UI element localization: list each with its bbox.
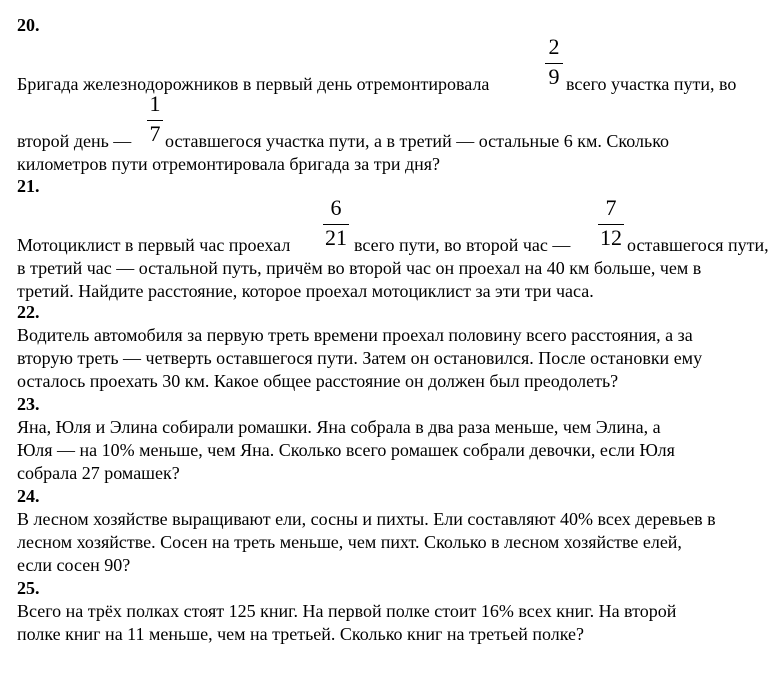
fraction-denominator: 12: [600, 225, 622, 250]
problem-20-text-line-2b: оставшегося участка пути, а в третий — остальные 6 км. Сколько: [165, 131, 670, 151]
problem-number-23: 23.: [17, 394, 40, 414]
fraction-denominator: 9: [548, 64, 560, 89]
problem-21-text-line-2: в третий час — остальной путь, причём во второй час он проехал на 40 км больше, чем в: [17, 258, 702, 278]
fraction-7-12: [598, 197, 624, 251]
problem-24-text-line-1: В лесном хозяйстве выращивают ели, сосны и пихты. Ели составляют 40% всех деревьев в: [17, 509, 716, 529]
problem-number-20: 20.: [17, 15, 40, 35]
problem-23-text-line-2: Юля — на 10% меньше, чем Яна. Сколько всего ромашек собрали девочки, если Юля: [17, 440, 675, 460]
problem-22-text-line-3: осталось проехать 30 км. Какое общее расстояние он должен был преодолеть?: [17, 371, 619, 391]
fraction-numerator: 7: [605, 195, 617, 220]
fraction-numerator: 6: [330, 195, 342, 220]
fraction-numerator: 1: [149, 91, 161, 116]
problem-24-text-line-2: лесном хозяйстве. Сосен на треть меньше, чем пихт. Сколько в лесном хозяйстве елей,: [17, 532, 682, 552]
problem-23-text-line-3: собрала 27 ромашек?: [17, 463, 180, 483]
problem-number-21: 21.: [17, 176, 40, 196]
problem-25-text-line-1: Всего на трёх полках стоят 125 книг. На первой полке стоит 16% всех книг. На второй: [17, 601, 677, 621]
problem-number-22: 22.: [17, 302, 40, 322]
problem-22-text-line-1: Водитель автомобиля за первую треть времени проехал половину всего расстояния, а за: [17, 325, 693, 345]
problem-22-text-line-2: вторую треть — четверть оставшегося пути. Затем он остановился. После остановки ему: [17, 348, 703, 368]
fraction-6-21: [323, 197, 349, 251]
problem-number-24: 24.: [17, 486, 40, 506]
problem-21-text-line-1b: всего пути, во второй час —: [354, 235, 571, 255]
problem-25-text-line-2: полке книг на 11 меньше, чем на третьей. Сколько книг на третьей полке?: [17, 624, 584, 644]
fraction-denominator: 7: [149, 121, 161, 146]
problem-23-text-line-1: Яна, Юля и Элина собирали ромашки. Яна собрала в два раза меньше, чем Элина, а: [17, 417, 661, 437]
fraction-1-7: [147, 93, 163, 147]
problem-20-text-line-1a: Бригада железнодорожников в первый день отремонтировала: [17, 74, 490, 94]
fraction-denominator: 21: [325, 225, 347, 250]
problem-20-text-line-2a: второй день —: [17, 131, 132, 151]
problem-21-text-line-1c: оставшегося пути,: [627, 235, 769, 255]
fraction-2-9: [545, 36, 563, 90]
problem-20-text-line-1b: всего участка пути, во: [566, 74, 737, 94]
problem-21-text-line-3: третий. Найдите расстояние, которое проехал мотоциклист за эти три часа.: [17, 281, 594, 301]
problem-24-text-line-3: если сосен 90?: [17, 555, 131, 575]
problem-21-text-line-1a: Мотоциклист в первый час проехал: [17, 235, 291, 255]
problem-number-25: 25.: [17, 578, 40, 598]
fraction-numerator: 2: [548, 34, 560, 59]
problem-20-text-line-3: километров пути отремонтировала бригада за три дня?: [17, 154, 441, 174]
